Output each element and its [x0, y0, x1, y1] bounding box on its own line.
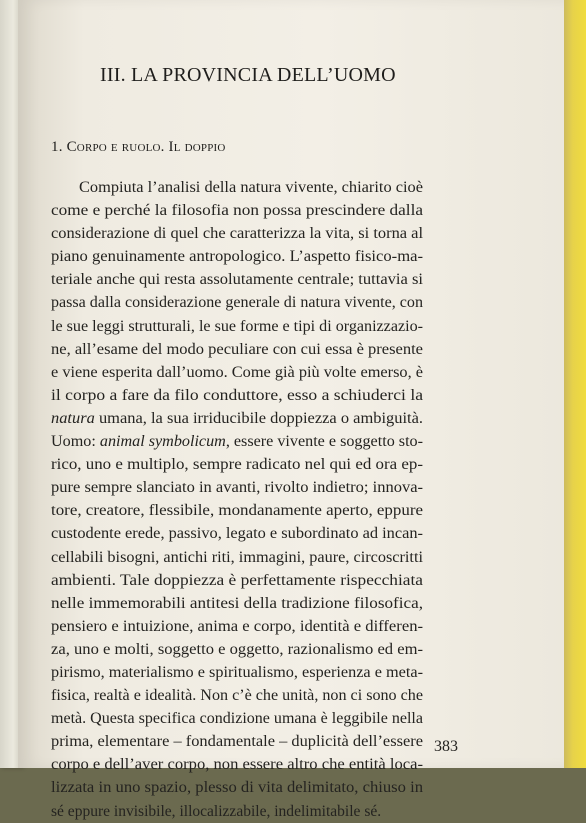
text-line: pure sempre slanciato in avanti, rivolto indietro; innova-	[51, 479, 424, 497]
text-line: tore, creatore, flessibile, mondanamente aperto, eppure	[51, 502, 423, 520]
text-line: nelle immemorabili antitesi della tradizione filosofica,	[51, 594, 424, 612]
text-line: sé eppure invisibile, illocalizzabile, indelimitabile sé.	[51, 802, 382, 820]
next-page-yellow-edge	[564, 0, 586, 768]
text-line: considerazione di quel che caratterizza la vita, si torna al	[51, 225, 424, 243]
text-line: piano genuinamente antropologico. L’aspetto fisico-ma-	[51, 248, 423, 266]
text-line: cellabili bisogni, antichi riti, immagini, paure, circoscritti	[51, 548, 423, 566]
text-line: il corpo a fare da filo conduttore, esso a schiuderci la	[51, 386, 424, 404]
text-line: pirismo, materialismo e spiritualismo, esperienza e meta-	[51, 663, 424, 681]
text-line: ambienti. Tale doppiezza è perfettamente rispecchiata	[51, 571, 423, 589]
text-line: come e perché la filosofia non possa prescindere dalla	[51, 202, 424, 220]
text-line: corpo e dell’aver corpo, non essere altro che entità loca-	[51, 756, 424, 774]
text-line: ne, all’esame del modo peculiare con cui essa è presente	[51, 340, 423, 358]
text-line: passa dalla considerazione generale di natura vivente, con	[51, 294, 423, 312]
text-line: natura umana, la sua irriducibile doppiezza o ambiguità.	[51, 409, 424, 427]
text-line: prima, elementare – fondamentale – duplicità dell’essere	[51, 733, 423, 751]
text-line: metà. Questa specifica condizione umana è leggibile nella	[51, 710, 424, 728]
text-line: Uomo: animal symbolicum, essere vivente e soggetto sto-	[51, 433, 424, 451]
page-number: 383	[434, 738, 458, 755]
text-line: za, uno e molti, soggetto e oggetto, razionalismo ed em-	[51, 640, 424, 658]
section-heading: 1. Corpo e ruolo. Il doppio	[51, 139, 226, 155]
text-line: lizzata in uno spazio, plesso di vita delimitato, chiuso in	[51, 779, 424, 797]
text-line: e viene esperita dall’uomo. Come già più volte emerso, è	[51, 363, 424, 381]
book-page	[18, 0, 566, 820]
text-line: teriale anche qui resta assolutamente centrale; tuttavia si	[51, 271, 424, 289]
text-line: le sue leggi strutturali, le sue forme e tipi di organizzazio-	[51, 317, 423, 335]
text-line: custodente erede, passivo, legato e subordinato ad incan-	[51, 525, 423, 543]
body-paragraph	[51, 176, 423, 823]
chapter-title: III. LA PROVINCIA DELL’UOMO	[100, 64, 396, 86]
text-line: rico, uno e multiplo, sempre radicato nel qui ed ora ep-	[51, 456, 423, 474]
text-line: Compiuta l’analisi della natura vivente, chiarito cioè	[79, 179, 423, 196]
text-line: pensiero e intuizione, anima e corpo, identità e differen-	[51, 617, 424, 635]
text-line: fisica, realtà e idealità. Non c’è che unità, non ci sono che	[51, 687, 423, 705]
